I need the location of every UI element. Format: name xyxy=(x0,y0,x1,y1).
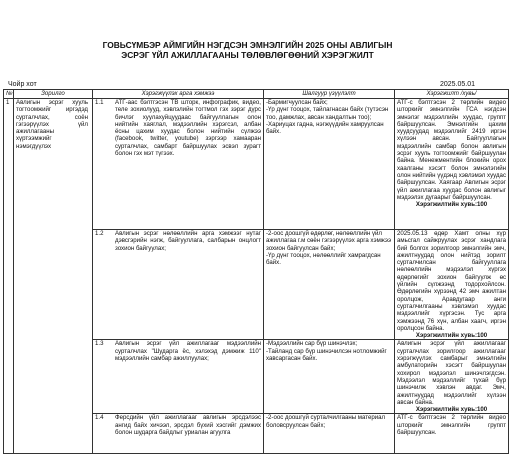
item-number: 1.4 xyxy=(95,414,104,422)
header-goal: Зорилго xyxy=(14,90,93,99)
action-cell xyxy=(93,99,264,230)
implementation-cell xyxy=(395,414,509,454)
header-number: № xyxy=(4,90,14,99)
item-implementation: 2025.05.13 өдөр Хамт олны хүр амьсгал сайжруулах эсрэг хандлага бий болгох зорилгоор эмнэлгийн эмч, ажилтнуудад олон нийтэд зорилт сурталчилсан байгууллага нөлөөллийн мэдээлэл хүргэх өдөрлөгийг зохион байгуулж өс үйлийн сүлжээнд тодорхойлсон. Өдөрлөгийн хүрээнд 42 эмч ажилтан оролцож, Аравдугаар анги сурталчилгааны хэвлэмэл хуудас мэдээллийг хүргэсэн. Тус арга хэмжээнд 76 хүн, албан хаагч, иргэн оролцсон байна. xyxy=(397,230,506,332)
item-criteria: -Бармигчуулсан байх; -Үр дүнг тооцох, тайлагнасан байх (тутэсэн тоо, дамжлах, авсан хандалтын тоо); -Хариуцах гадна, нэгжүүдийн хамруулсан байх. xyxy=(264,99,395,230)
item-criteria: -Мэдээллийн сар бүр шинэчлэх; -Тайланд сар бүр шинэчилсэн нотломжийг хавсаргасан байх. xyxy=(264,340,395,414)
implementation-cell xyxy=(395,340,509,414)
item-action: Авлигын эсрэг нөлөөллийн арга хэмжээг нутаг дэвсгэрийн нэгж, байгууллага, салбарын онцлогт зохион байгуулах; xyxy=(115,230,261,252)
item-criteria: -2-оос доошгүй сурталчилгааны материал боловсруулсан байх; xyxy=(264,414,395,454)
table-header-row xyxy=(4,90,509,99)
row-number: 1 xyxy=(4,99,14,454)
implementation-cell xyxy=(395,99,509,230)
item-action: Авлигын эсрэг үйл ажиллагааг мэдээллийн сурталчлах "Шударга ёс, хэлэхэд дэмжиж 110" мэдээллийн самбар ажиллуулах; xyxy=(115,340,261,363)
location: Чойр хот xyxy=(8,81,37,88)
row-goal: Авлигын эсрэг хууль тогтоомжийг иргэдэд сурталчлах, соён гэгээрүүлэх үйл ажиллагааны хүртээмжийг нэмэгдүүлэх xyxy=(14,99,93,454)
table-row xyxy=(4,99,509,230)
item-action: АТГ-аас бэлтгэсэн ТВ шторк, инфографик, видео, теле зохиолууд, хэвлэлийн тогтмол гэх зэрэг дүрс бичлэг хуулахуйцуудаас байгууллагын олон нийтийн хаяглал, мэдээллийн хэрэгсэл, албан ёсны цахим хуудас болон нийтийн сүлжээ (facebook, twitter, youtube) зэргээр хамааран сурталчлах, самбарт байршуулах эсвэл зурагт болон гэх мэт түгээх. xyxy=(115,99,261,158)
item-number: 1.3 xyxy=(95,340,104,348)
header-action: Хэрэгжүүлэх арга хэмжээ xyxy=(93,90,264,99)
item-criteria: -2-оос доошгүй өдөрлөг, нөлөөллийн үйл ажиллагаа г.м сөён гэгээрүүлэх арга хэмжээ зохион байгуулсан байх; -Үр дүнг тооцох, нөлөөллийг хамрагдсан байх. xyxy=(264,230,395,340)
item-number: 1.1 xyxy=(95,99,104,106)
header-criteria: Шалгуур үзүүлэлт xyxy=(264,90,395,99)
item-implementation: АТГ-с бэлтгэсэн 2 төрлийн видео шторкийг эмнэлгийн ГСА нэгдсэн эмнэлэг мэдээллийн хуудас, группт байршуулсан. Эмнэлгийн цахим хуудсуудад мэдээллийг 2419 иргэн хүлээн авсан. Байгууллагын мэдээллийн самбар болон авлигын эсрэг хууль тогтоомжийг байршуулан байна. Менежментийн блокийн орох хаалганы хэсэгт болон эмнэлэгийн олон нийтийн үүдэнд хэвлэмэл хуудас байршуулсан. Хаягаар Авлигын эсрэг үйл ажиллагаа хуудас болон авлигыг мэдээлэх дугаарыг байршуулсан. xyxy=(397,99,506,201)
item-number: 1.2 xyxy=(95,230,104,237)
action-cell xyxy=(93,414,264,454)
item-result: Хэрэгжилтийн хувь:100 xyxy=(415,406,488,414)
item-implementation: АТГ-с бэлтгэсэн 2 төрлийн видео шторкийг эмнэлгийн группт байршуулсан. xyxy=(397,414,506,437)
action-cell xyxy=(93,230,264,340)
item-action: Ферсдийн үйл ажиллагааг авлигын эрсдэлээс ангид байх хичээл, эрсдэл бүхий хэсгийг дэмжих болон шударга байдлыг уриалан агуулга xyxy=(115,414,261,437)
item-result: Хэрэгжилтийн хувь:100 xyxy=(415,332,488,340)
title-line-1: ГОВЬСҮМБЭР АЙМГИЙН НЭГДСЭН ЭМНЭЛГИЙН 2025 ОНЫ АВЛИГЫН xyxy=(102,40,393,50)
document-title xyxy=(0,40,495,60)
item-result: Хэрэгжилтийн хувь:100 xyxy=(415,201,488,209)
report-date: 2025.05.01 xyxy=(440,81,476,88)
header-implementation: Хэрэгжилт /хувь/ xyxy=(395,90,509,99)
plan-table xyxy=(3,89,509,454)
implementation-cell xyxy=(395,230,509,340)
item-implementation: Авлигын эсрэг үйл ажиллагааг сурталчлах зорилгоор ажиллагааг хэрэгжүүлэх самбарыг эмнэлгийн амбулаторийн хэсэгт байршуулан хохирол мэдээлэл шинэчлэгдсэн. Мэдээлэл мэдээллийг тухай бүр шинэчилж хэвлэн авдаг. Эмч, ажилтнуудад мэдээллийг хүлээн авсан байна. xyxy=(397,340,506,406)
title-line-2: ЭСРЭГ ҮЙЛ АЖИЛЛАГААНЫ ТӨЛӨВЛӨГӨӨНИЙ ХЭРЭГЖИЛТ xyxy=(121,50,374,60)
action-cell xyxy=(93,340,264,414)
